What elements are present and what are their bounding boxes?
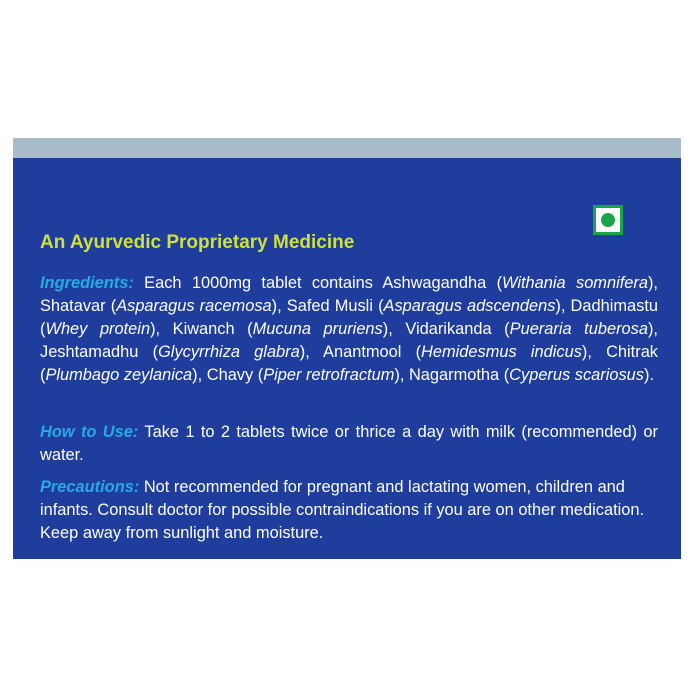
botanical-name: Pueraria tuberosa bbox=[509, 320, 648, 338]
how-to-use-text: Take 1 to 2 tablets twice or thrice a day with milk (recommended) or water. bbox=[40, 423, 658, 464]
botanical-name: Cyperus scariosus bbox=[509, 366, 644, 384]
ingredient-text-run: ), Safed Musli ( bbox=[271, 297, 384, 315]
ingredients-paragraph bbox=[40, 272, 658, 387]
precautions-label: Precautions: bbox=[40, 478, 140, 496]
botanical-name: Glycyrrhiza glabra bbox=[158, 343, 300, 361]
ingredient-text-run: ), Vidarikanda ( bbox=[382, 320, 510, 338]
ingredient-text-run: ). bbox=[644, 366, 655, 384]
botanical-name: Hemidesmus indicus bbox=[421, 343, 582, 361]
ingredient-text-run: ), Nagarmotha ( bbox=[394, 366, 510, 384]
how-to-use-paragraph bbox=[40, 421, 658, 467]
label-heading: An Ayurvedic Proprietary Medicine bbox=[40, 232, 355, 253]
vegetarian-dot bbox=[601, 213, 615, 227]
ingredients-label: Ingredients: bbox=[40, 274, 134, 292]
botanical-name: Piper retrofractum bbox=[263, 366, 395, 384]
precautions-text: Not recommended for pregnant and lactating women, children and infants. Consult doctor for possible contraindications if you are on other medication. Keep away from sunlight and moisture. bbox=[40, 478, 645, 542]
botanical-name: Asparagus adscendens bbox=[383, 297, 556, 315]
ingredient-text-run: ), Shatavar ( bbox=[40, 274, 658, 315]
top-strip bbox=[13, 138, 681, 158]
botanical-name: Asparagus racemosa bbox=[116, 297, 272, 315]
ingredient-text-run: ), Kiwanch ( bbox=[150, 320, 253, 338]
botanical-name: Plumbago zeylanica bbox=[45, 366, 193, 384]
precautions-paragraph bbox=[40, 476, 658, 545]
ingredient-text-run: ), Chitrak ( bbox=[40, 343, 658, 384]
how-to-use-label: How to Use: bbox=[40, 423, 139, 441]
ingredient-text-run: ), Anantmool ( bbox=[299, 343, 422, 361]
ingredient-text-run: Each 1000mg tablet contains Ashwagandha ( bbox=[133, 274, 503, 292]
ingredient-text-run: ), Jeshtamadhu ( bbox=[40, 320, 658, 361]
botanical-name: Mucuna pruriens bbox=[252, 320, 383, 338]
ingredient-text-run: ), Chavy ( bbox=[192, 366, 264, 384]
botanical-name: Withania somnifera bbox=[502, 274, 648, 292]
ingredient-text-run: ), Dadhimastu ( bbox=[40, 297, 659, 338]
medicine-label-panel bbox=[13, 138, 681, 559]
botanical-name: Whey protein bbox=[45, 320, 151, 338]
vegetarian-mark-icon bbox=[593, 205, 623, 235]
